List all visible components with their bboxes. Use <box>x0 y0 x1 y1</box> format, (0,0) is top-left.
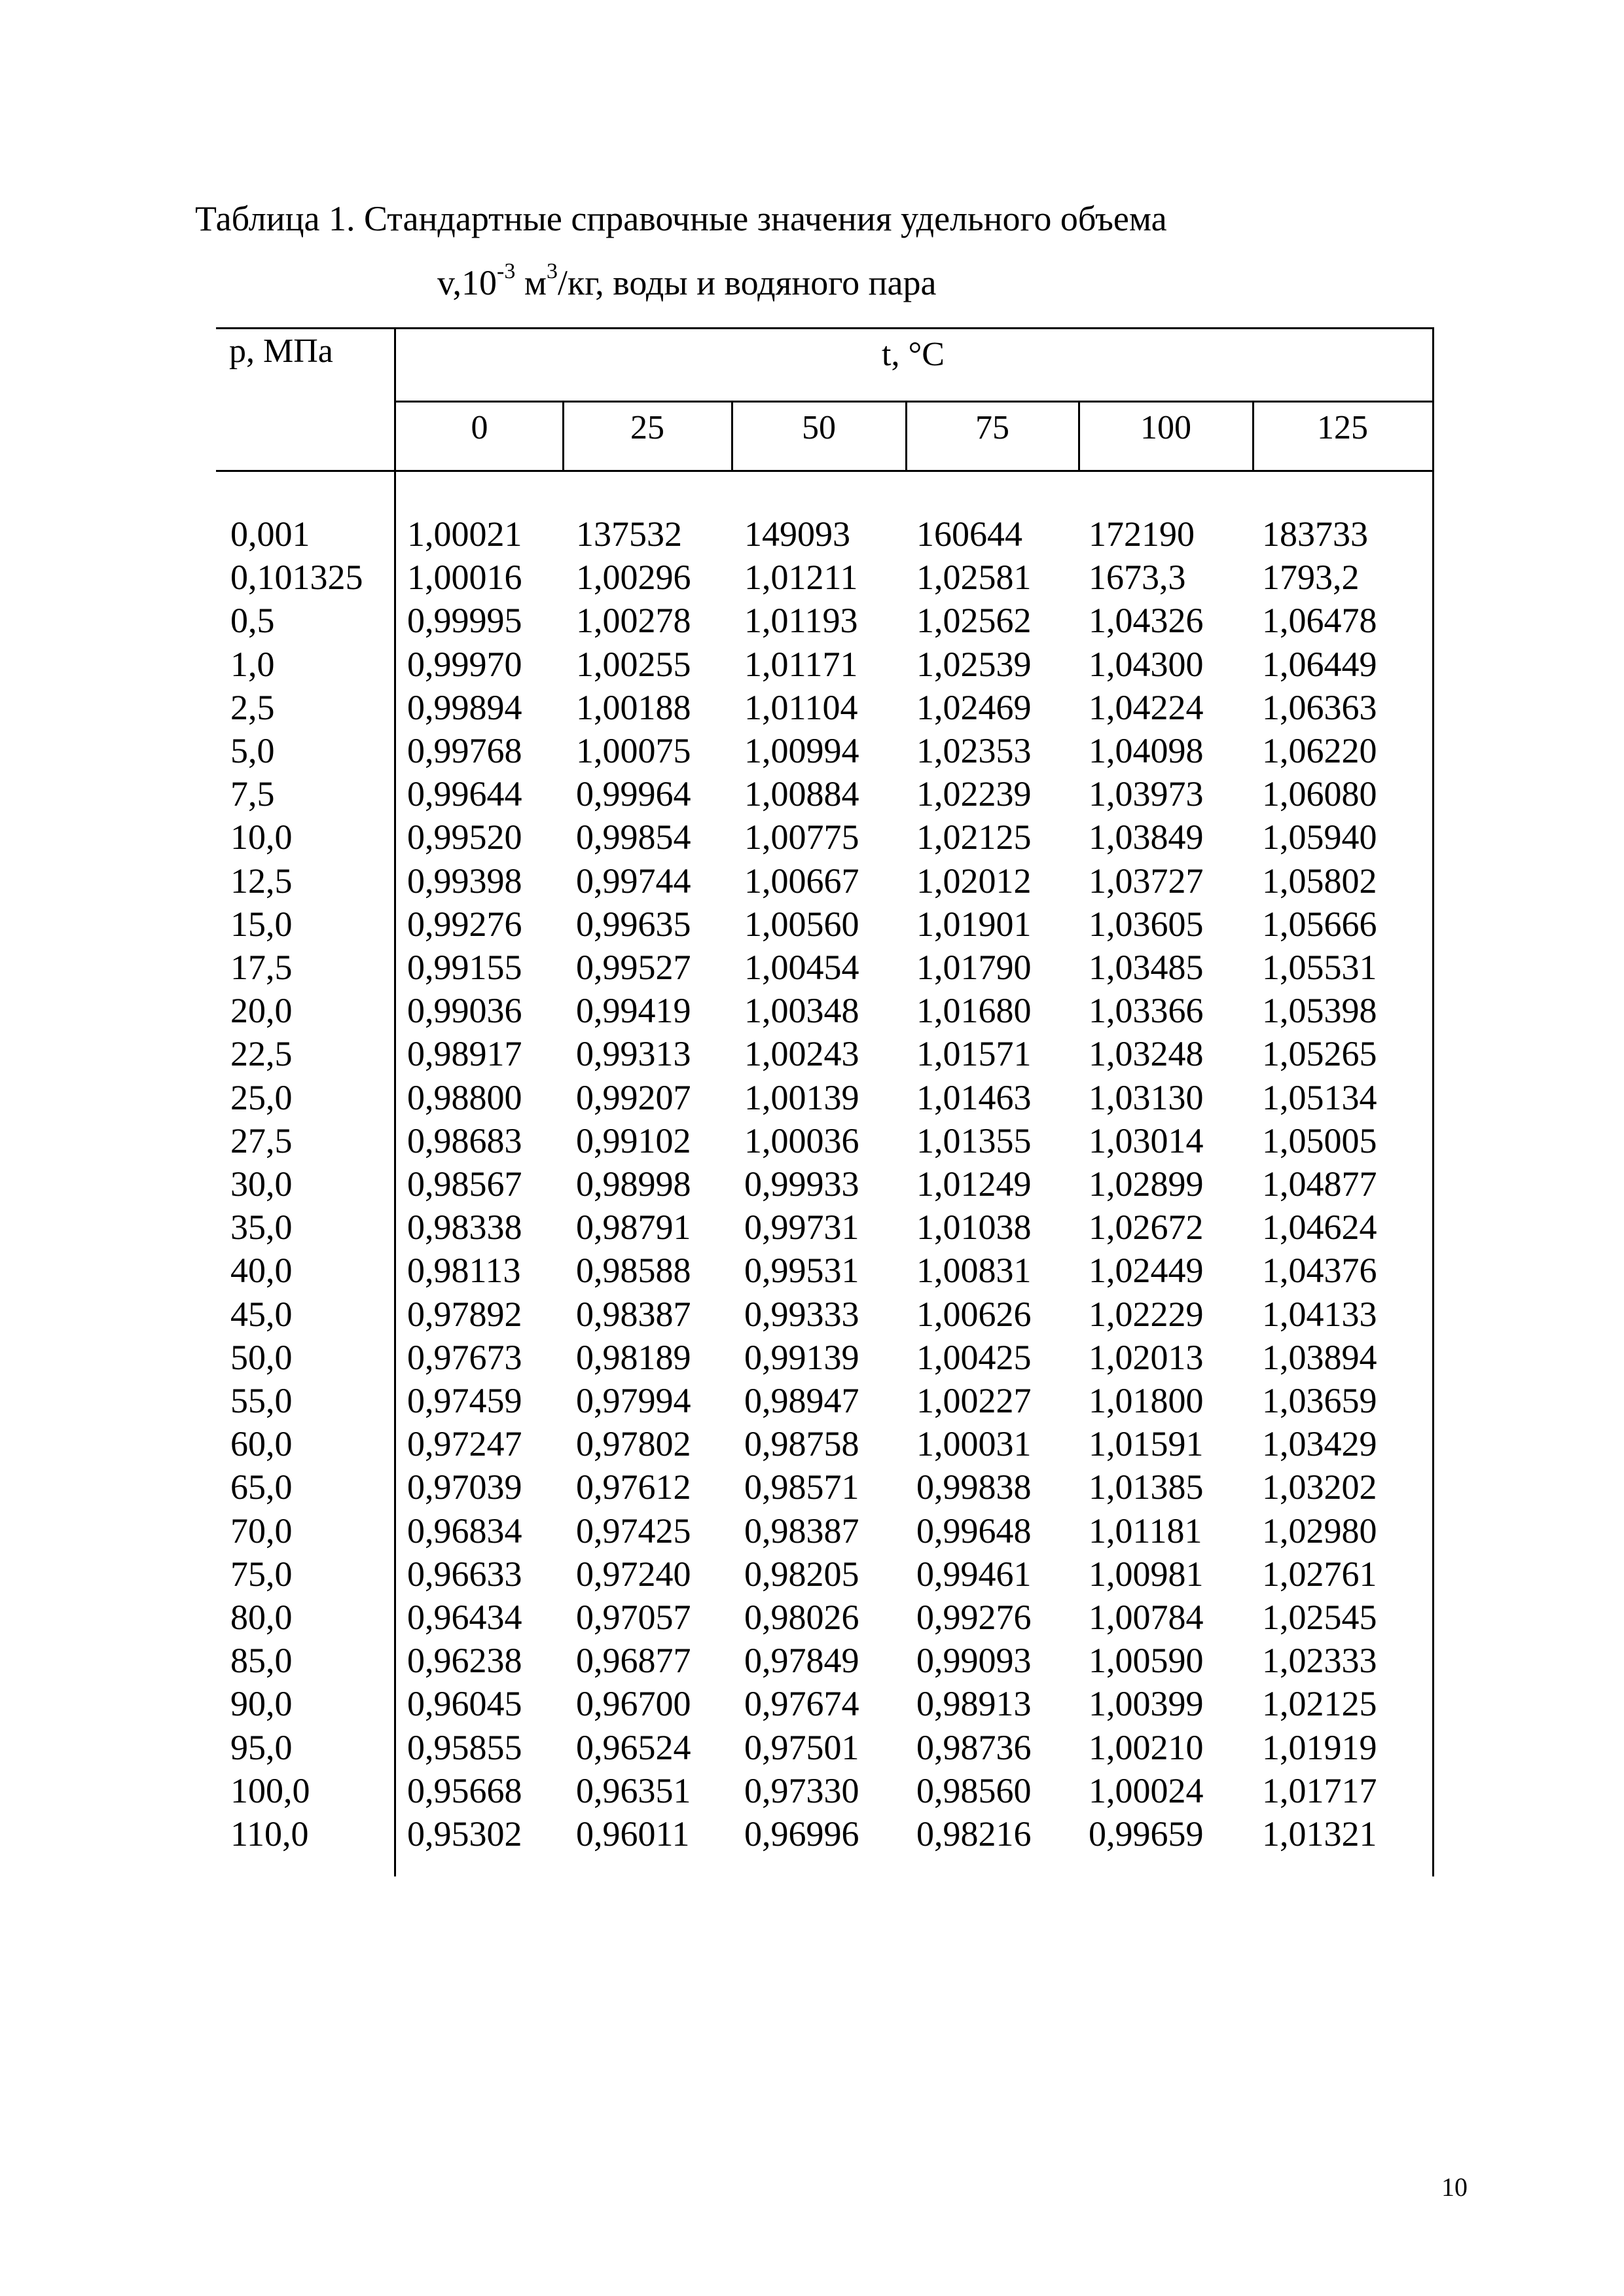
volume-cell: 0,96700 <box>576 1684 691 1723</box>
volume-cell: 1,00884 <box>744 774 859 814</box>
volume-cell: 0,96045 <box>407 1684 522 1723</box>
volume-cell: 0,96351 <box>576 1771 691 1810</box>
volume-cell: 0,97330 <box>744 1771 859 1810</box>
volume-cell: 1,01591 <box>1089 1424 1204 1463</box>
volume-cell: 0,98683 <box>407 1121 522 1160</box>
volume-cell: 1,00075 <box>576 731 691 770</box>
volume-cell: 0,99970 <box>407 645 522 684</box>
volume-cell: 1,04326 <box>1089 601 1204 640</box>
volume-cell: 0,99276 <box>916 1598 1032 1637</box>
volume-cell: 0,97849 <box>744 1641 859 1680</box>
volume-cell: 1,01919 <box>1262 1728 1377 1767</box>
volume-cell: 1,03605 <box>1089 905 1204 944</box>
volume-cell: 0,98216 <box>916 1814 1032 1854</box>
volume-cell: 1,01680 <box>916 991 1032 1030</box>
volume-cell: 1,02899 <box>1089 1164 1204 1204</box>
volume-cell: 0,96834 <box>407 1511 522 1551</box>
volume-cell: 1,01171 <box>744 645 858 684</box>
column-header-t25: 25 <box>630 409 664 446</box>
volume-cell: 1,00188 <box>576 688 691 727</box>
volume-cell: 0,97039 <box>407 1467 522 1507</box>
volume-cell: 1,00243 <box>744 1034 859 1073</box>
volume-cell: 1,00210 <box>1089 1728 1204 1767</box>
volume-cell: 1,01355 <box>916 1121 1032 1160</box>
volume-cell: 1,00031 <box>916 1424 1032 1463</box>
pressure-cell: 85,0 <box>230 1641 293 1680</box>
volume-cell: 0,96996 <box>744 1814 859 1854</box>
volume-cell: 0,97612 <box>576 1467 691 1507</box>
volume-cell: 1,06449 <box>1262 645 1377 684</box>
pressure-cell: 27,5 <box>230 1121 293 1160</box>
volume-cell: 0,98998 <box>576 1164 691 1204</box>
volume-cell: 0,96434 <box>407 1598 522 1637</box>
volume-cell: 0,98567 <box>407 1164 522 1204</box>
volume-cell: 0,97425 <box>576 1511 691 1551</box>
volume-cell: 1,01104 <box>744 688 858 727</box>
pressure-cell: 40,0 <box>230 1251 293 1290</box>
volume-cell: 0,98791 <box>576 1208 691 1247</box>
volume-cell: 1,03130 <box>1089 1078 1204 1117</box>
volume-cell: 0,97459 <box>407 1381 522 1420</box>
pressure-cell: 65,0 <box>230 1467 293 1507</box>
volume-cell: 1,00016 <box>407 558 522 597</box>
pressure-cell: 2,5 <box>230 688 275 727</box>
volume-cell: 1,05531 <box>1262 948 1377 987</box>
volume-cell: 0,95668 <box>407 1771 522 1810</box>
volume-cell: 0,99520 <box>407 817 522 857</box>
column-separator <box>562 401 564 471</box>
volume-cell: 1,00667 <box>744 861 859 901</box>
column-header-t0: 0 <box>471 409 488 446</box>
volume-cell: 0,98571 <box>744 1467 859 1507</box>
volume-cell: 1,05265 <box>1262 1034 1377 1073</box>
volume-cell: 0,99093 <box>916 1641 1032 1680</box>
volume-cell: 1,02581 <box>916 558 1032 597</box>
volume-cell: 1,03894 <box>1262 1338 1377 1377</box>
volume-cell: 1,00784 <box>1089 1598 1204 1637</box>
volume-cell: 0,97673 <box>407 1338 522 1377</box>
volume-cell: 0,99648 <box>916 1511 1032 1551</box>
volume-cell: 0,97501 <box>744 1728 859 1767</box>
pressure-cell: 0,5 <box>230 601 275 640</box>
volume-cell: 1793,2 <box>1262 558 1360 597</box>
volume-cell: 0,97892 <box>407 1295 522 1334</box>
volume-cell: 0,97674 <box>744 1684 859 1723</box>
table-left-rule <box>394 327 396 1876</box>
volume-cell: 1,01800 <box>1089 1381 1204 1420</box>
column-header-t100: 100 <box>1140 409 1191 446</box>
pressure-cell: 0,001 <box>230 514 310 554</box>
volume-cell: 1,03973 <box>1089 774 1204 814</box>
volume-cell: 1,02980 <box>1262 1511 1377 1551</box>
pressure-cell: 22,5 <box>230 1034 293 1073</box>
volume-cell: 183733 <box>1262 514 1368 554</box>
volume-cell: 0,99139 <box>744 1338 859 1377</box>
table-header-bottom-rule <box>216 470 1434 472</box>
volume-cell: 1,02449 <box>1089 1251 1204 1290</box>
volume-cell: 1,04098 <box>1089 731 1204 770</box>
pressure-column-header: p, МПа <box>229 332 333 370</box>
volume-cell: 0,99313 <box>576 1034 691 1073</box>
volume-cell: 172190 <box>1089 514 1195 554</box>
volume-cell: 1,01901 <box>916 905 1032 944</box>
caption-unit: м <box>515 263 547 302</box>
volume-cell: 1,00775 <box>744 817 859 857</box>
caption-exponent-2: 3 <box>547 259 558 283</box>
volume-cell: 0,98338 <box>407 1208 522 1247</box>
pressure-cell: 1,0 <box>230 645 275 684</box>
volume-cell: 1,01463 <box>916 1078 1032 1117</box>
volume-cell: 1,03727 <box>1089 861 1204 901</box>
volume-cell: 1,04300 <box>1089 645 1204 684</box>
volume-cell: 1,01717 <box>1262 1771 1377 1810</box>
pressure-cell: 0,101325 <box>230 558 363 597</box>
volume-cell: 0,98736 <box>916 1728 1032 1767</box>
table-top-rule <box>216 327 1434 329</box>
volume-cell: 149093 <box>744 514 850 554</box>
volume-cell: 0,98113 <box>407 1251 521 1290</box>
volume-cell: 1,00425 <box>916 1338 1032 1377</box>
pressure-cell: 90,0 <box>230 1684 293 1723</box>
volume-cell: 0,98560 <box>916 1771 1032 1810</box>
pressure-cell: 55,0 <box>230 1381 293 1420</box>
volume-cell: 1,00831 <box>916 1251 1032 1290</box>
volume-cell: 1,05940 <box>1262 817 1377 857</box>
volume-cell: 0,99635 <box>576 905 691 944</box>
volume-cell: 1,04877 <box>1262 1164 1377 1204</box>
pressure-cell: 80,0 <box>230 1598 293 1637</box>
volume-cell: 1,00454 <box>744 948 859 987</box>
page-number: 10 <box>1441 2172 1468 2202</box>
column-separator <box>1252 401 1254 471</box>
volume-cell: 1,03659 <box>1262 1381 1377 1420</box>
volume-cell: 1,01321 <box>1262 1814 1377 1854</box>
volume-cell: 0,96238 <box>407 1641 522 1680</box>
volume-cell: 0,96011 <box>576 1814 690 1854</box>
volume-cell: 1,02539 <box>916 645 1032 684</box>
volume-cell: 0,98189 <box>576 1338 691 1377</box>
volume-cell: 0,97247 <box>407 1424 522 1463</box>
volume-cell: 0,99207 <box>576 1078 691 1117</box>
volume-cell: 0,95302 <box>407 1814 522 1854</box>
volume-cell: 1,00994 <box>744 731 859 770</box>
column-header-t125: 125 <box>1317 409 1368 446</box>
volume-cell: 0,98913 <box>916 1684 1032 1723</box>
volume-cell: 1,03849 <box>1089 817 1204 857</box>
volume-cell: 0,99036 <box>407 991 522 1030</box>
volume-cell: 1,02013 <box>1089 1338 1204 1377</box>
pressure-cell: 75,0 <box>230 1554 293 1594</box>
volume-cell: 1,06080 <box>1262 774 1377 814</box>
volume-cell: 1,02562 <box>916 601 1032 640</box>
pressure-cell: 60,0 <box>230 1424 293 1463</box>
volume-cell: 0,95855 <box>407 1728 522 1767</box>
volume-cell: 1,00399 <box>1089 1684 1204 1723</box>
pressure-cell: 12,5 <box>230 861 293 901</box>
volume-cell: 0,96633 <box>407 1554 522 1594</box>
volume-cell: 0,99933 <box>744 1164 859 1204</box>
volume-cell: 1,02761 <box>1262 1554 1377 1594</box>
pressure-cell: 45,0 <box>230 1295 293 1334</box>
volume-cell: 0,97802 <box>576 1424 691 1463</box>
pressure-cell: 30,0 <box>230 1164 293 1204</box>
pressure-cell: 25,0 <box>230 1078 293 1117</box>
caption-exponent-1: -3 <box>497 259 516 283</box>
volume-cell: 1,00227 <box>916 1381 1032 1420</box>
volume-cell: 1,05134 <box>1262 1078 1377 1117</box>
volume-cell: 1673,3 <box>1089 558 1186 597</box>
volume-cell: 1,04133 <box>1262 1295 1377 1334</box>
volume-cell: 0,99333 <box>744 1295 859 1334</box>
table-subheader-rule <box>396 401 1434 403</box>
volume-cell: 1,00036 <box>744 1121 859 1160</box>
volume-cell: 160644 <box>916 514 1022 554</box>
volume-cell: 1,02012 <box>916 861 1032 901</box>
volume-cell: 1,04224 <box>1089 688 1204 727</box>
volume-cell: 1,02545 <box>1262 1598 1377 1637</box>
pressure-cell: 17,5 <box>230 948 293 987</box>
volume-cell: 0,98026 <box>744 1598 859 1637</box>
volume-cell: 1,03202 <box>1262 1467 1377 1507</box>
volume-cell: 0,98947 <box>744 1381 859 1420</box>
volume-cell: 0,97240 <box>576 1554 691 1594</box>
volume-cell: 1,00348 <box>744 991 859 1030</box>
volume-cell: 1,01211 <box>744 558 858 597</box>
pressure-cell: 95,0 <box>230 1728 293 1767</box>
volume-cell: 1,01181 <box>1089 1511 1202 1551</box>
volume-cell: 0,99768 <box>407 731 522 770</box>
column-separator <box>905 401 907 471</box>
pressure-cell: 110,0 <box>230 1814 309 1854</box>
volume-cell: 1,06220 <box>1262 731 1377 770</box>
volume-cell: 0,98387 <box>576 1295 691 1334</box>
volume-cell: 1,00296 <box>576 558 691 597</box>
volume-cell: 1,02125 <box>1262 1684 1377 1723</box>
volume-cell: 1,02469 <box>916 688 1032 727</box>
pressure-cell: 7,5 <box>230 774 275 814</box>
volume-cell: 0,96877 <box>576 1641 691 1680</box>
volume-cell: 1,00560 <box>744 905 859 944</box>
volume-cell: 1,03248 <box>1089 1034 1204 1073</box>
volume-cell: 1,01249 <box>916 1164 1032 1204</box>
volume-cell: 0,99398 <box>407 861 522 901</box>
volume-cell: 0,99995 <box>407 601 522 640</box>
volume-cell: 0,99644 <box>407 774 522 814</box>
pressure-cell: 10,0 <box>230 817 293 857</box>
volume-cell: 1,00024 <box>1089 1771 1204 1810</box>
volume-cell: 1,05802 <box>1262 861 1377 901</box>
volume-cell: 1,04376 <box>1262 1251 1377 1290</box>
volume-cell: 1,01385 <box>1089 1467 1204 1507</box>
volume-cell: 1,02672 <box>1089 1208 1204 1247</box>
volume-cell: 1,03429 <box>1262 1424 1377 1463</box>
table-caption-line1: Таблица 1. Стандартные справочные значения удельного объема <box>195 199 1167 238</box>
volume-cell: 1,02333 <box>1262 1641 1377 1680</box>
volume-cell: 0,98588 <box>576 1251 691 1290</box>
volume-cell: 0,99276 <box>407 905 522 944</box>
volume-cell: 0,99744 <box>576 861 691 901</box>
volume-cell: 1,01193 <box>744 601 858 640</box>
volume-cell: 1,00255 <box>576 645 691 684</box>
volume-cell: 0,98917 <box>407 1034 522 1073</box>
volume-cell: 0,97057 <box>576 1598 691 1637</box>
volume-cell: 1,00139 <box>744 1078 859 1117</box>
volume-cell: 0,98387 <box>744 1511 859 1551</box>
pressure-cell: 50,0 <box>230 1338 293 1377</box>
column-header-t50: 50 <box>802 409 836 446</box>
volume-cell: 0,99155 <box>407 948 522 987</box>
volume-cell: 1,05666 <box>1262 905 1377 944</box>
volume-cell: 1,00626 <box>916 1295 1032 1334</box>
volume-cell: 1,02239 <box>916 774 1032 814</box>
volume-cell: 1,02229 <box>1089 1295 1204 1334</box>
volume-cell: 1,00021 <box>407 514 522 554</box>
volume-cell: 0,96524 <box>576 1728 691 1767</box>
caption-suffix: /кг, воды и водяного пара <box>558 263 937 302</box>
volume-cell: 0,97994 <box>576 1381 691 1420</box>
volume-cell: 1,02125 <box>916 817 1032 857</box>
pressure-cell: 20,0 <box>230 991 293 1030</box>
pressure-cell: 15,0 <box>230 905 293 944</box>
volume-cell: 0,99461 <box>916 1554 1032 1594</box>
volume-cell: 1,00981 <box>1089 1554 1204 1594</box>
volume-cell: 1,03014 <box>1089 1121 1204 1160</box>
volume-cell: 1,00590 <box>1089 1641 1204 1680</box>
volume-cell: 0,99531 <box>744 1251 859 1290</box>
column-separator <box>731 401 733 471</box>
volume-cell: 1,06363 <box>1262 688 1377 727</box>
pressure-cell: 5,0 <box>230 731 275 770</box>
volume-cell: 0,99102 <box>576 1121 691 1160</box>
column-header-t75: 75 <box>975 409 1009 446</box>
volume-cell: 1,01571 <box>916 1034 1032 1073</box>
column-separator <box>1078 401 1080 471</box>
volume-cell: 1,05005 <box>1262 1121 1377 1160</box>
volume-cell: 1,00278 <box>576 601 691 640</box>
volume-cell: 1,05398 <box>1262 991 1377 1030</box>
volume-cell: 1,04624 <box>1262 1208 1377 1247</box>
volume-cell: 0,99894 <box>407 688 522 727</box>
table-right-rule <box>1432 327 1434 1876</box>
volume-cell: 0,99854 <box>576 817 691 857</box>
volume-cell: 1,03366 <box>1089 991 1204 1030</box>
volume-cell: 137532 <box>576 514 682 554</box>
volume-cell: 0,99527 <box>576 948 691 987</box>
temperature-group-label: t, °C <box>882 336 945 373</box>
pressure-cell: 100,0 <box>230 1771 310 1810</box>
volume-cell: 1,01790 <box>916 948 1032 987</box>
volume-cell: 0,98800 <box>407 1078 522 1117</box>
pressure-cell: 70,0 <box>230 1511 293 1551</box>
volume-cell: 1,03485 <box>1089 948 1204 987</box>
volume-cell: 0,99659 <box>1089 1814 1204 1854</box>
volume-cell: 0,99419 <box>576 991 691 1030</box>
caption-prefix: v,10 <box>437 263 497 302</box>
volume-cell: 0,98758 <box>744 1424 859 1463</box>
volume-cell: 0,98205 <box>744 1554 859 1594</box>
volume-cell: 1,06478 <box>1262 601 1377 640</box>
volume-cell: 0,99838 <box>916 1467 1032 1507</box>
table-caption-line2 <box>437 259 937 304</box>
volume-cell: 1,01038 <box>916 1208 1032 1247</box>
pressure-cell: 35,0 <box>230 1208 293 1247</box>
volume-cell: 0,99964 <box>576 774 691 814</box>
volume-cell: 1,02353 <box>916 731 1032 770</box>
volume-cell: 0,99731 <box>744 1208 859 1247</box>
